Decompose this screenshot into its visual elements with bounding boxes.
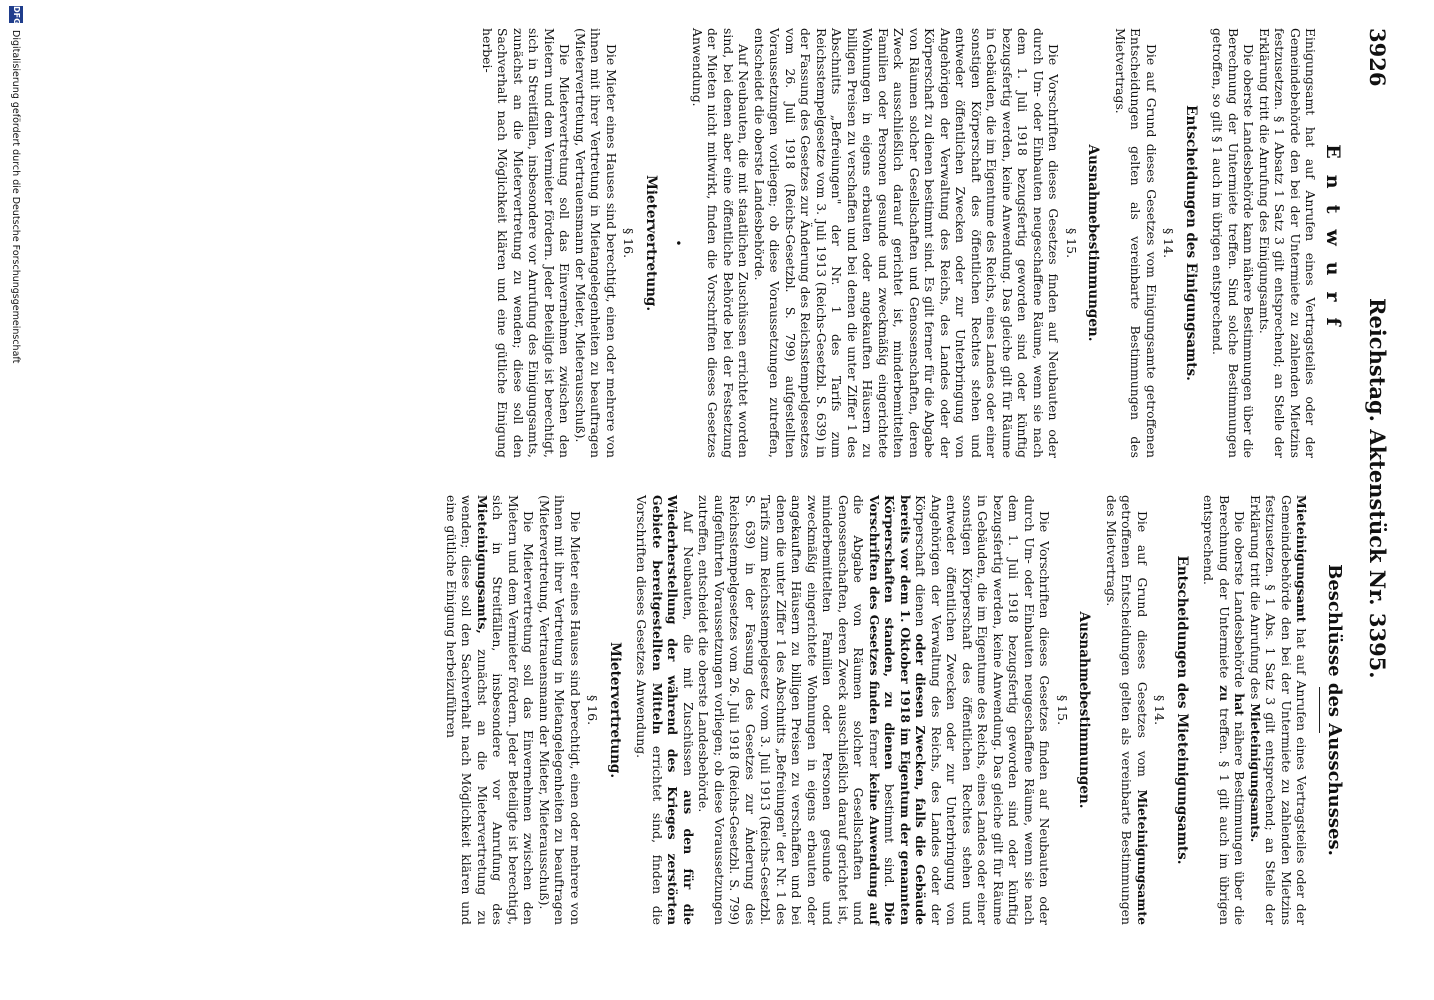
paragraph-label: § 14. — [1161, 227, 1177, 259]
section-paragraph: Die Mieter eines Hauses sind berechtigt, einen oder mehrere von ihnen mit ihrer Vertretung in Mietangelegenheiten zu beauftragen (Mietervertretung, Vertrauensmann der Mieter, Mieterausschuß). — [537, 495, 583, 925]
page-number: 3926 — [1365, 28, 1390, 87]
section-paragraph: Die Mieter eines Hauses sind berechtigt, einen oder mehrere von ihnen mit ihrer Vertretung in Mietangelegenheiten zu beauftragen (Mietervertretung, Vertrauensmann der Mieter, Mieterausschuß). — [573, 28, 619, 458]
section-paragraph: Die Mietervertretung soll das Einvernehmen zwischen den Mietern und dem Vermieter fördern. Jeder Beteiligte ist berechtigt, sich in Streitfällen, insbesondere vor Anrufung des Einigungsamts, zunächst an die Mietervertretung zu wenden; diese soll den Sachverhalt nach Möglichkeit klären und eine gütliche Einigung herbei- — [480, 28, 573, 458]
heading-rule — [1320, 687, 1321, 733]
paragraph-label: § 14. — [1152, 694, 1168, 726]
section-title: Entscheidungen des Mieteinigungsamts. — [1174, 555, 1190, 865]
bullet-mark: • — [671, 239, 686, 247]
left-column — [480, 28, 1349, 458]
section-paragraph: Die Vorschriften dieses Gesetzes finden auf Neubauten oder durch Um- oder Einbauten neugeschaffene Räume, wenn sie nach dem 1. Juli 1918 bezugsfertig geworden sind oder künftig bezugsfertig werden, keine Anwendung. Das gleiche gilt für Räume in Gebäuden, die im Eigentume des Reichs, eines Landes oder einer sonstigen Körperschaft des öffentlichen Rechtes stehen und entweder öffentlichen Zwecken oder zur Unterbringung von Angehörigen der Verwaltung des Reichs, des Landes oder der Körperschaft dienen oder diesen Zwecken, falls die Gebäude bereits vor dem 1. Oktober 1918 im Eigentum der genannten Körperschaften standen, zu dienen bestimmt sind. Die Vorschriften des Gesetzes finden ferner keine Anwendung auf die Abgabe von Räumen solcher Gesellschaften und Genossenschaften, deren Zweck ausschließlich darauf gerichtet ist, minderbemittelten Familien oder Personen gesunde und zweckmäßig eingerichtete Wohnungen in eigens erbauten oder angekauften Häusern zu billigen Preisen zu verschaffen und bei denen die unter Ziffer 1 des Abschnitts „Befreiungen" der Nr. 1 des Tarifs zum Reichsstempelgesetz vom 3. Juli 1913 (Reichs-Gesetzbl. S. 639) in der Fassung des Gesetzes zur Änderung des Reichsstempelgesetzes vom 26. Juli 1918 (Reichs-Gesetzbl. S. 799) aufgeführten Voraussetzungen vorliegen; ob diese Voraussetzungen zutreffen, entscheidet die oberste Landesbehörde. — [696, 495, 1053, 925]
right-column — [444, 495, 1349, 925]
dfg-logo: DFG — [9, 6, 23, 23]
intro-paragraph: Die oberste Landesbehörde hat nähere Bestimmungen über die Berechnung der Untermiete zu treffen. § 1 gilt auch im übrigen entsprechend. — [1201, 495, 1248, 926]
section-paragraph: Die Mietervertretung soll das Einvernehmen zwischen den Mietern und dem Vermieter fördern. Jeder Beteiligte ist berechtigt, sich in Streitfällen, insbesondere vor Anrufung des Mieteinigungsamts, zunächst an die Mietervertretung zu wenden; diese soll den Sachverhalt nach Möglichkeit klären und eine gütliche Einigung herbeizuführen — [444, 495, 537, 925]
section-paragraph: Auf Neubauten, die mit Zuschüssen aus den für die Wiederherstellung der während des Krieges zerstörten Gebiete bereitgestellten Mitteln errichtet sind, finden die Vorschriften dieses Gesetzes Anwendung. — [634, 495, 696, 925]
paragraph-label: § 16. — [585, 694, 601, 726]
section-paragraph: Die Vorschriften dieses Gesetzes finden auf Neubauten oder durch Um- oder Einbauten neugeschaffene Räume, wenn sie nach dem 1. Juli 1918 bezugsfertig geworden sind oder künftig bezugsfertig werden, keine Anwendung. Das gleiche gilt für Räume in Gebäuden, die im Eigentume des Reichs, eines Landes oder einer sonstigen Körperschaft des öffentlichen Rechtes stehen und entweder öffentlichen Zwecken oder zur Unterbringung von Angehörigen der Verwaltung des Reichs, des Landes oder der Körperschaft zu dienen bestimmt sind. Es gilt ferner für die Abgabe von Räumen solcher Gesellschaften und Genossenschaften, deren Zweck ausschließlich darauf gerichtet ist, minderbemittelten Familien oder Personen gesunde und zweckmäßig eingerichtete Wohnungen in eigens erbauten oder angekauften Häusern zu billigen Preisen zu verschaffen und bei denen die unter Ziffer 1 des Abschnitts „Befreiungen" der Nr. 1 des Tarifs zum Reichsstempelgesetze vom 3. Juli 1913 (Reichs-Gesetzbl. S. 639) in der Fassung des Gesetzes zur Änderung des Reichsstempelgesetzes vom 26. Juli 1918 (Reichs-Gesetzbl. S. 799) aufgestellten Voraussetzungen vorliegen; ob diese Voraussetzungen zutreffen, entscheidet die oberste Landesbehörde. — [752, 28, 1062, 458]
column-heading-entwurf: Entwurf — [1322, 144, 1344, 342]
section-paragraph: Die auf Grund dieses Gesetzes vom Mieteinigungsamte getroffenen Entscheidungen gelten als vereinbarte Bestimmungen des Mietvertrags. — [1104, 495, 1150, 925]
intro-paragraph: Einigungsamt hat auf Anrufen eines Vertragsteiles oder der Gemeindebehörde den bei der Untermiete zu zahlenden Mietzins festzusetzen. § 1 Absatz 1 Satz 3 gilt entsprechend; an Stelle der Erklärung tritt die Anrufung des Einigungsamts. — [1257, 28, 1319, 458]
section-paragraph: Auf Neubauten, die mit staatlichen Zuschüssen errichtet worden sind, bei denen aber eine öffentliche Behörde bei der Festsetzung der Mieten nicht mitwirkt, finden die Vorschriften dieses Gesetzes Anwendung. — [690, 28, 752, 458]
section-title: Mietervertretung. — [607, 641, 623, 779]
section-title: Mietervertretung. — [643, 174, 659, 312]
paragraph-label: § 15. — [1055, 694, 1070, 726]
paragraph-label: § 16. — [621, 227, 637, 259]
page-header-title: Reichstag. Aktenstück Nr. 3395. — [1365, 298, 1390, 679]
section-title: Ausnahmebestimmungen. — [1076, 611, 1093, 809]
section-title: Ausnahmebestimmungen. — [1085, 144, 1102, 342]
section-paragraph: Die auf Grund dieses Gesetzes vom Einigungsamte getroffenen Entscheidungen gelten als vereinbarte Bestimmungen des Mietvertrags. — [1113, 28, 1159, 458]
funding-text: Digitalisierung gefördert durch die Deutsche Forschungsgemeinschaft — [10, 30, 21, 364]
paragraph-label: § 15. — [1064, 227, 1079, 259]
column-heading-beschluesse: Beschlüsse des Ausschusses. — [1324, 564, 1345, 856]
funding-note — [0, 0, 29, 1000]
section-title: Entscheidungen des Einigungsamts. — [1183, 105, 1199, 381]
intro-paragraph: Die oberste Landesbehörde kann nähere Bestimmungen über die Berechnung der Untermiete treffen. Sind solche Bestimmungen getroffen, so gilt § 1 auch im übrigen entsprechend. — [1210, 28, 1257, 458]
intro-paragraph: Mieteinigungsamt hat auf Anrufen eines Vertragsteiles oder der Gemeindebehörde den bei der Untermiete zu zahlenden Mietzins festzusetzen. § 1 Abs. 1 Satz 3 gilt entsprechend; an Stelle der Erklärung tritt die Anrufung des Mieteinigungsamts. — [1248, 495, 1310, 925]
page-header — [1354, 28, 1390, 928]
